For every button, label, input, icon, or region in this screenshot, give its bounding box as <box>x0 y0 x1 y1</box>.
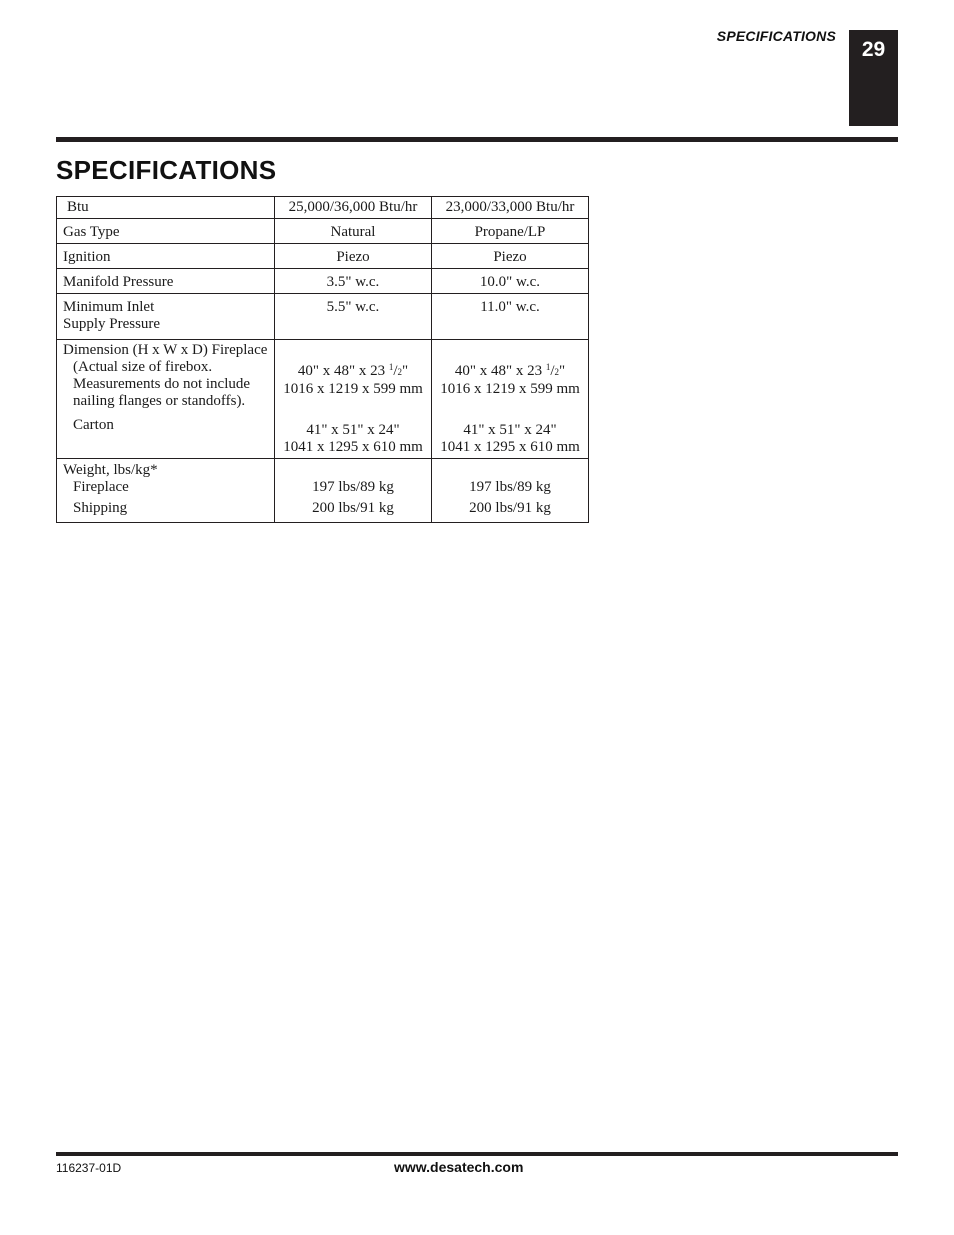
manifold-pressure-natural: 3.5" w.c. <box>275 269 432 294</box>
page-number-tab <box>849 30 898 126</box>
fireplace-weight: 197 lbs/89 kg <box>469 479 551 495</box>
website-link[interactable]: www.desatech.com <box>394 1159 524 1175</box>
manifold-pressure-propane: 10.0" w.c. <box>432 269 589 294</box>
ignition-natural: Piezo <box>275 244 432 269</box>
table-row <box>57 294 589 340</box>
fireplace-size-in: 40" x 48" x 23 $^1$/2" <box>297 362 409 379</box>
dimension-natural <box>275 340 432 459</box>
shipping-weight: 200 lbs/91 kg <box>469 500 551 516</box>
min-inlet-natural: 5.5" w.c. <box>275 294 432 340</box>
shipping-weight: 200 lbs/91 kg <box>312 500 394 516</box>
ignition-label: Ignition <box>57 244 275 269</box>
document-number: 116237-01D <box>56 1161 122 1175</box>
specifications-table <box>56 196 589 523</box>
manifold-pressure-label: Manifold Pressure <box>57 269 275 294</box>
table-row <box>57 219 589 244</box>
table-row <box>57 269 589 294</box>
btu-label: Btu <box>57 197 275 219</box>
ignition-propane: Piezo <box>432 244 589 269</box>
fireplace-weight: 197 lbs/89 kg <box>312 479 394 495</box>
carton-size-mm: 1041 x 1295 x 610 mm <box>440 439 580 455</box>
table-row <box>57 459 589 523</box>
fireplace-size-in: 40" x 48" x 23 $^1$/2" <box>454 362 566 379</box>
bottom-divider <box>56 1152 898 1156</box>
min-inlet-propane: 11.0" w.c. <box>432 294 589 340</box>
fireplace-size-mm: 1016 x 1219 x 599 mm <box>440 381 580 397</box>
running-header: SPECIFICATIONS <box>716 28 836 44</box>
dimension-label: Dimension (H x W x D) Fireplace (Actual size of firebox. Measurements do not include nailing flanges or standoffs). Carton <box>57 340 275 459</box>
carton-size-in: 41" x 51" x 24" <box>463 422 557 438</box>
fireplace-size-mm: 1016 x 1219 x 599 mm <box>283 381 423 397</box>
carton-size-mm: 1041 x 1295 x 610 mm <box>283 439 423 455</box>
carton-size-in: 41" x 51" x 24" <box>306 422 400 438</box>
gas-type-propane: Propane/LP <box>432 219 589 244</box>
table-row <box>57 197 589 219</box>
page-title: SPECIFICATIONS <box>56 155 277 185</box>
min-inlet-label: Minimum Inlet Supply Pressure <box>57 294 275 340</box>
weight-propane <box>432 459 589 523</box>
gas-type-label: Gas Type <box>57 219 275 244</box>
top-divider <box>56 137 898 142</box>
page-number: 29 <box>861 38 886 61</box>
btu-natural: 25,000/36,000 Btu/hr <box>275 197 432 219</box>
gas-type-natural: Natural <box>275 219 432 244</box>
table-row <box>57 340 589 459</box>
btu-propane: 23,000/33,000 Btu/hr <box>432 197 589 219</box>
dimension-propane <box>432 340 589 459</box>
weight-label: Weight, lbs/kg* Fireplace Shipping <box>57 459 275 523</box>
table-row <box>57 244 589 269</box>
weight-natural <box>275 459 432 523</box>
